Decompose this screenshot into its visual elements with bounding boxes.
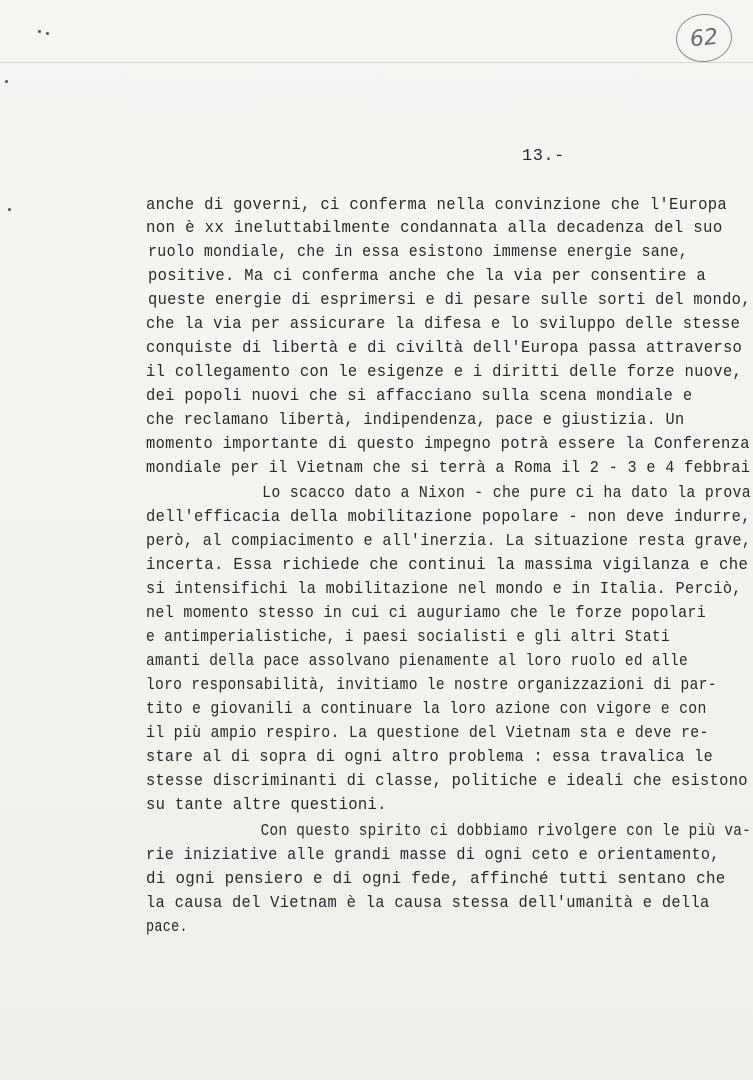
text-line: il più ampio respiro. La questione del Vietnam sta e deve re- xyxy=(146,724,709,743)
text-line: nel momento stesso in cui ci auguriamo che le forze popolari xyxy=(146,604,707,623)
text-line: ruolo mondiale, che in essa esistono immense energie sane, xyxy=(148,243,689,262)
text-line: su tante altre questioni. xyxy=(146,796,387,815)
text-line: di ogni pensiero e di ogni fede, affinché tutti sentano che xyxy=(146,870,726,889)
margin-dot xyxy=(8,208,11,211)
text-line: positive. Ma ci conferma anche che la via per consentire a xyxy=(148,267,707,286)
text-line: il collegamento con le esigenze e i diritti delle forze nuove, xyxy=(146,363,743,382)
text-line: e antimperialistiche, i paesi socialisti e gli altri Stati xyxy=(146,628,670,647)
text-line: dell'efficacia della mobilitazione popolare - non deve indurre, xyxy=(146,508,751,527)
text-line: momento importante di questo impegno potrà essere la Conferenza xyxy=(146,435,750,454)
text-line: che reclamano libertà, indipendenza, pace e giustizia. Un xyxy=(146,411,685,430)
text-line: però, al compiacimento e all'inerzia. La situazione resta grave, xyxy=(146,532,752,551)
page-number: 13.- xyxy=(522,147,565,166)
text-line: tito e giovanili a continuare la loro azione con vigore e con xyxy=(146,700,707,719)
text-line: Lo scacco dato a Nixon - che pure ci ha dato la prova xyxy=(216,484,752,503)
text-line: rie iniziative alle grandi masse di ogni ceto e orientamento, xyxy=(146,846,720,865)
scan-fold-line xyxy=(0,62,753,63)
text-line: non è xx ineluttabilmente condannata alla decadenza del suo xyxy=(146,219,723,238)
text-line: la causa del Vietnam è la causa stessa dell'umanità e della xyxy=(146,894,710,913)
text-line: Con questo spirito ci dobbiamo rivolgere con le più va- xyxy=(216,822,752,841)
text-line: pace. xyxy=(146,918,188,937)
text-line: dei popoli nuovi che si affacciano sulla scena mondiale e xyxy=(146,387,693,406)
text-line: che la via per assicurare la difesa e lo sviluppo delle stesse xyxy=(146,315,741,334)
text-line: conquiste di libertà e di civiltà dell'Europa passa attraverso xyxy=(146,339,743,358)
text-line: loro responsabilità, invitiamo le nostre organizzazioni di par- xyxy=(146,676,717,695)
margin-dot xyxy=(46,32,49,35)
text-line: mondiale per il Vietnam che si terrà a Roma il 2 - 3 e 4 febbrai xyxy=(146,459,751,478)
text-line: amanti della pace assolvano pienamente al loro ruolo ed alle xyxy=(146,652,689,671)
handwritten-page-stamp: 62 xyxy=(674,11,735,65)
text-line: stare al di sopra di ogni altro problema : essa travalica le xyxy=(146,748,714,767)
text-line: queste energie di esprimersi e di pesare sulle sorti del mondo, xyxy=(148,291,751,310)
margin-dot xyxy=(38,30,41,33)
text-line: si intensifichi la mobilitazione nel mondo e in Italia. Perciò, xyxy=(146,580,742,599)
margin-dot xyxy=(5,80,8,83)
text-line: incerta. Essa richiede che continui la massima vigilanza e che xyxy=(146,556,749,575)
text-line: anche di governi, ci conferma nella convinzione che l'Europa xyxy=(146,196,728,215)
text-line: stesse discriminanti di classe, politiche e ideali che esistono xyxy=(146,772,748,791)
